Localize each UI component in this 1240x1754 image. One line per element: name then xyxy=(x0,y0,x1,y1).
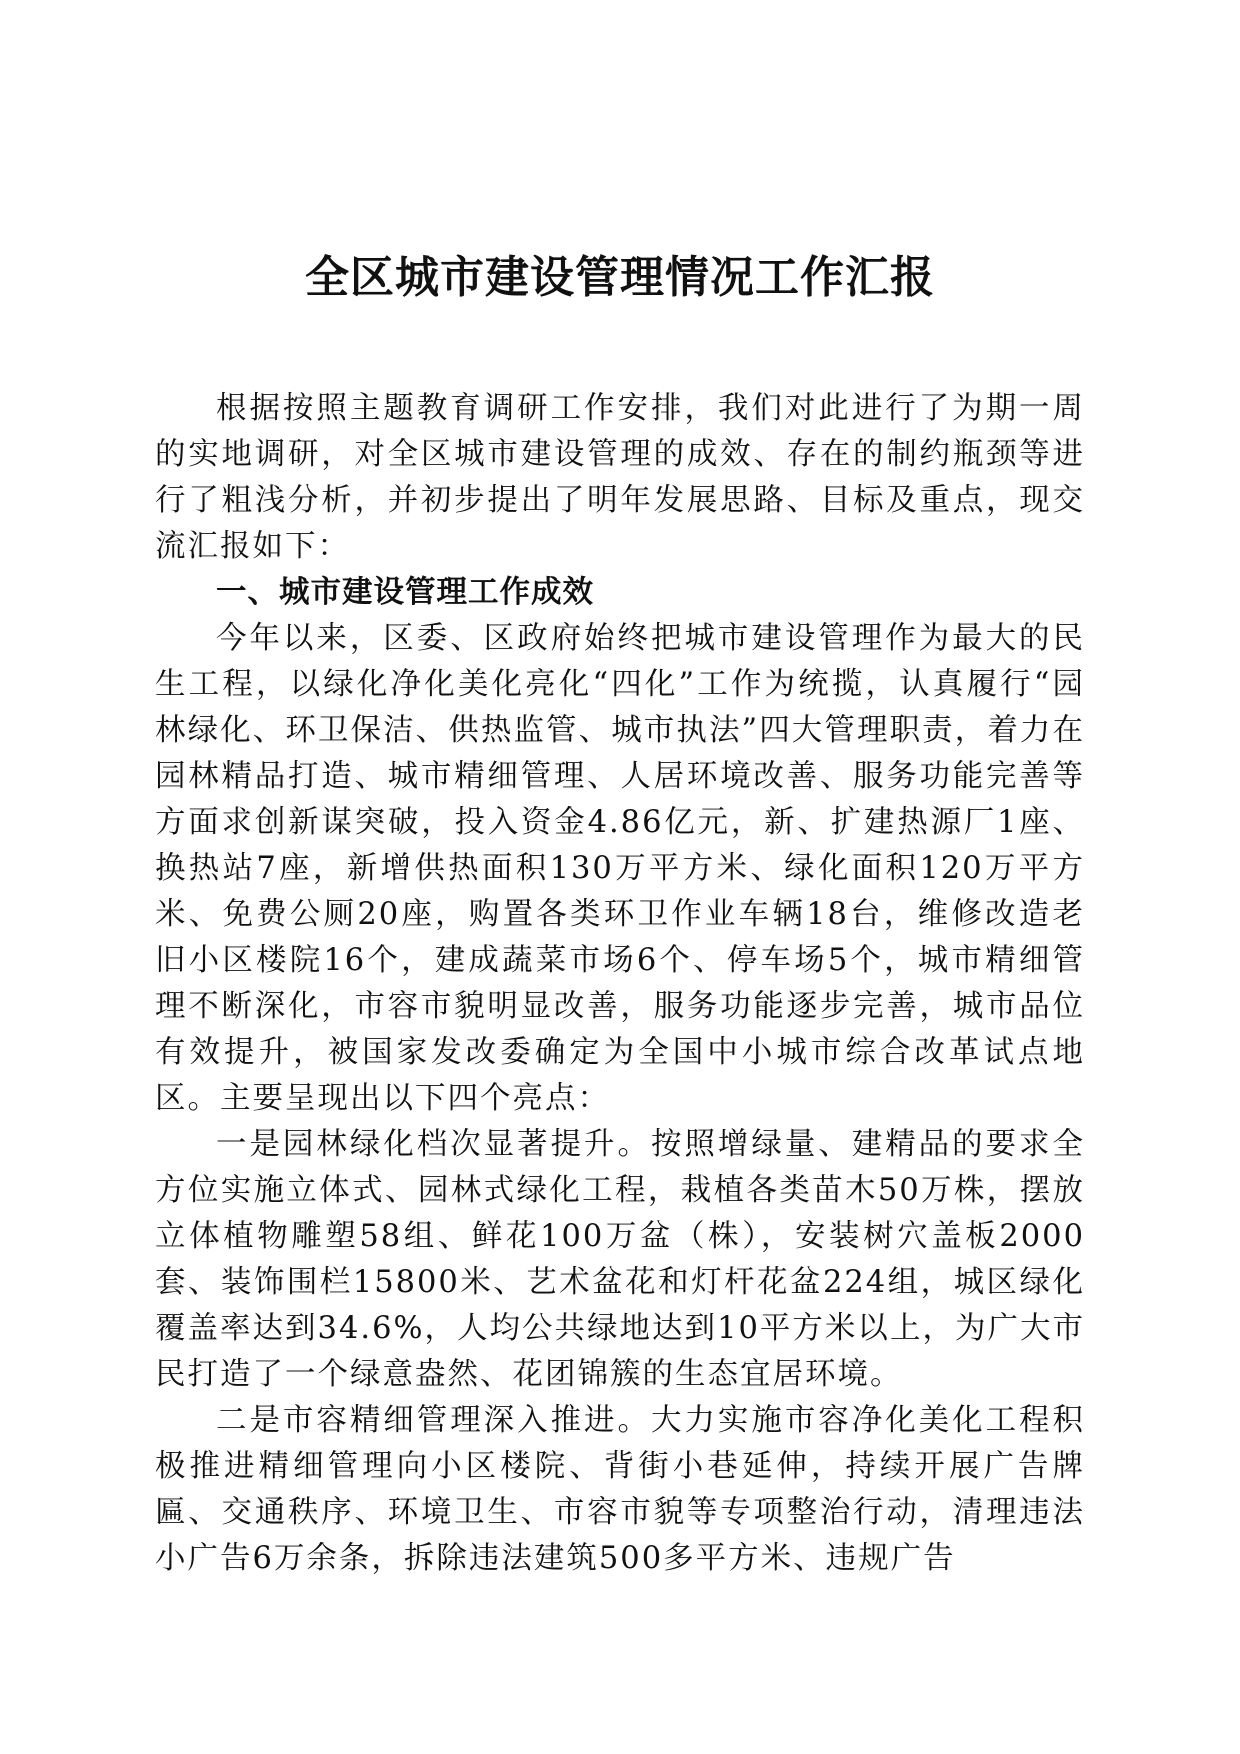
intro-paragraph: 根据按照主题教育调研工作安排，我们对此进行了为期一周的实地调研，对全区城市建设管理的成效、存在的制约瓶颈等进行了粗浅分析，并初步提出了明年发展思路、目标及重点，现交流汇报如下： xyxy=(155,391,1085,564)
document-body xyxy=(155,386,1085,1582)
landscaping-paragraph: 一是园林绿化档次显著提升。按照增绿量、建精品的要求全方位实施立体式、园林式绿化工程，栽植各类苗木50万株，摆放立体植物雕塑58组、鲜花100万盆（株），安装树穴盖板2000套、装饰围栏15800米、艺术盆花和灯杆花盆224组，城区绿化覆盖率达到34.6%，人均公共绿地达到10平方米以上，为广大市民打造了一个绿意盎然、花团锦簇的生态宜居环境。 xyxy=(155,1127,1085,1392)
document-title: 全区城市建设管理情况工作汇报 xyxy=(305,252,935,303)
achievements-overview-paragraph: 今年以来，区委、区政府始终把城市建设管理作为最大的民生工程，以绿化净化美化亮化“四化”工作为统揽，认真履行“园林绿化、环卫保洁、供热监管、城市执法”四大管理职责，着力在园林精品打造、城市精细管理、人居环境改善、服务功能完善等方面求创新谋突破，投入资金4.86亿元，新、扩建热源厂1座、换热站7座，新增供热面积130万平方米、绿化面积120万平方米、免费公厕20座，购置各类环卫作业车辆18台，维修改造老旧小区楼院16个，建成蔬菜市场6个、停车场5个，城市精细管理不断深化，市容市貌明显改善，服务功能逐步完善，城市品位有效提升，被国家发改委确定为全国中小城市综合改革试点地区。主要呈现出以下四个亮点： xyxy=(155,621,1085,1116)
city-management-paragraph: 二是市容精细管理深入推进。大力实施市容净化美化工程积极推进精细管理向小区楼院、背街小巷延伸，持续开展广告牌匾、交通秩序、环境卫生、市容市貌等专项整治行动，清理违法小广告6万余条，拆除违法建筑500多平方米、违规广告 xyxy=(155,1403,1085,1576)
section-heading-achievements: 一、城市建设管理工作成效 xyxy=(216,575,594,610)
